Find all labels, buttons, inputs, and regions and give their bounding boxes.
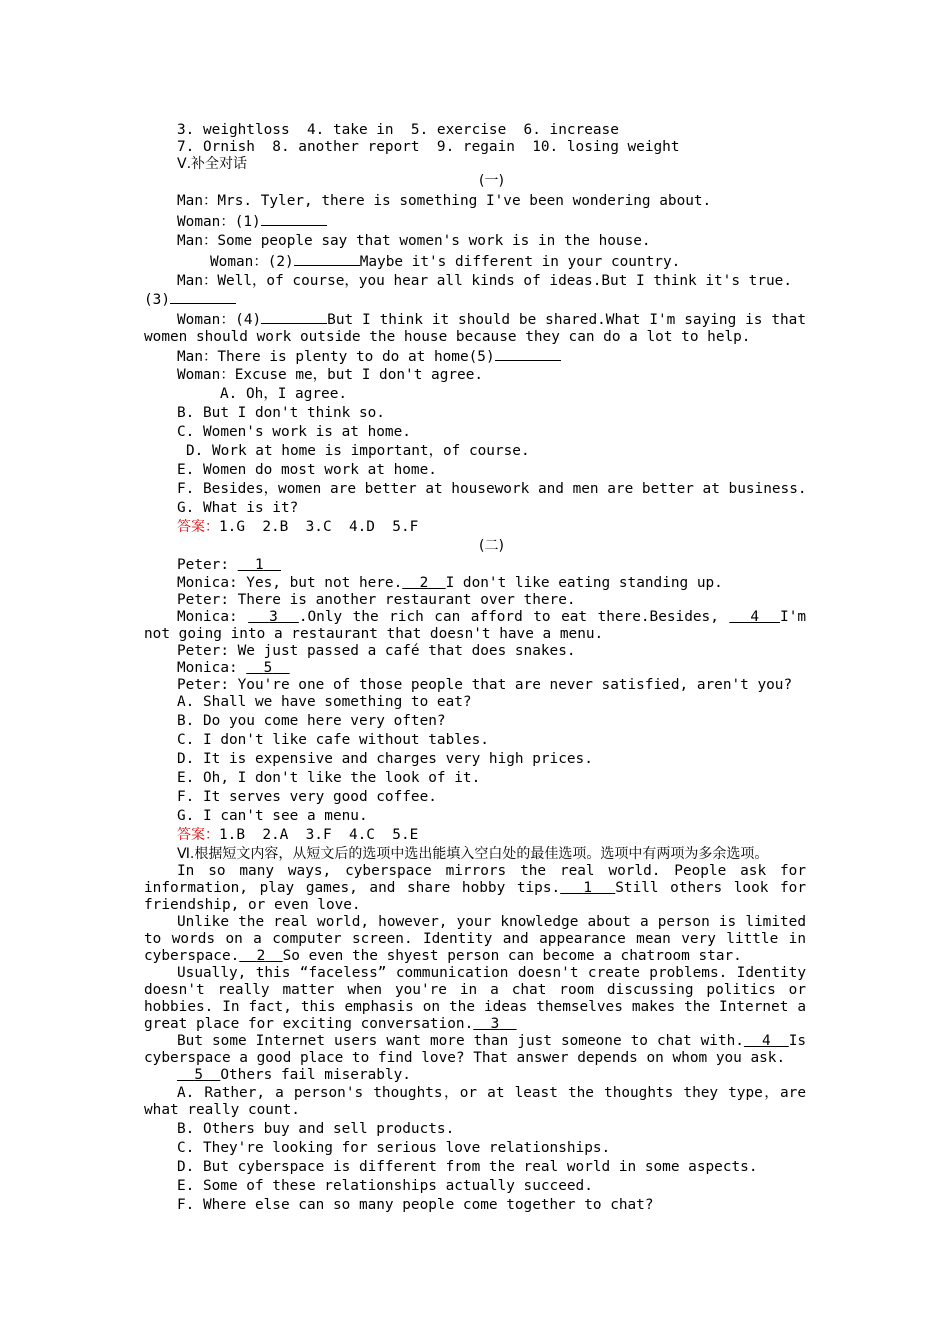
vocab-answers-line-1: 3. weightloss 4. take in 5. exercise 6. increase (177, 122, 619, 138)
blank-num-5: 5 (263, 660, 273, 676)
part-1-answers: 答案：1.G 2.B 3.C 4.D 5.F (177, 519, 419, 535)
dialogue-1-line-5: Man：Well，of course，you hear all kinds of ideas.But I think it's true. (177, 273, 792, 289)
dialogue-2-line-2: Monica: Yes, but not here. 2 I don't like eating standing up. (177, 575, 723, 591)
dialogue-1-line-6: Woman：(4) But I think it should be shared.What I'm saying is that women should work outside the house because they can do a lot to help. (144, 312, 807, 345)
passage-option-f: F. Where else can so many people come together to chat? (177, 1197, 654, 1213)
dialogue-1-line-8: Woman：Excuse me，but I don't agree. (177, 367, 484, 383)
part-2-answers: 答案：1.B 2.A 3.F 4.C 5.E (177, 827, 419, 843)
blank-1 (261, 212, 327, 226)
part-2-option-g: G. I can't see a menu. (177, 808, 368, 824)
dialogue-1-line-5b: (3) (144, 290, 806, 309)
dialogue-1-line-2: Woman：(1) (144, 212, 806, 231)
passage-option-a: A. Rather, a person's thoughts，or at least the thoughts they type，are what really count. (144, 1085, 806, 1118)
part-1-label: (一) (479, 173, 504, 189)
passage-blank-2: 2 (256, 948, 266, 964)
passage-option-e: E. Some of these relationships actually succeed. (177, 1178, 593, 1194)
blank-num-1: 1 (254, 557, 264, 573)
part-1-option-g: G. What is it? (177, 500, 299, 516)
answer-label: 答案： (177, 827, 219, 843)
dialogue-2-line-6: Monica: 5 (144, 660, 806, 677)
part-1-option-f: F. Besides，women are better at housework and men are better at business. (177, 481, 807, 497)
passage-option-c: C. They're looking for serious love relationships. (177, 1140, 611, 1156)
passage-option-b: B. Others buy and sell products. (177, 1121, 455, 1137)
blank-4 (261, 310, 327, 324)
part-1-option-d: D. Work at home is important，of course. (186, 443, 530, 459)
vocab-answers-line-2: 7. Ornish 8. another report 9. regain 10. losing weight (177, 139, 680, 155)
blank-2 (294, 252, 360, 266)
part-2-option-d: D. It is expensive and charges very high prices. (177, 751, 593, 767)
blank-5 (495, 347, 561, 361)
document-page (144, 122, 806, 1214)
blank-3 (170, 290, 236, 304)
section-5-heading: Ⅴ.补全对话 (177, 156, 248, 172)
dialogue-1-line-7: Man：There is plenty to do at home(5) (144, 347, 806, 366)
blank-num-2: 2 (419, 575, 429, 591)
part-1-option-e: E. Women do most work at home. (177, 462, 437, 478)
passage-option-d: D. But cyberspace is different from the real world in some aspects. (177, 1159, 758, 1175)
part-2-option-a: A. Shall we have something to eat? (177, 694, 472, 710)
dialogue-2-line-4: Monica: 3 .Only the rich can afford to eat there.Besides, 4 I'm not going into a restaurant that doesn't have a menu. (144, 609, 807, 642)
dialogue-2-line-3: Peter: There is another restaurant over there. (177, 592, 576, 608)
passage-blank-1: 1 (583, 880, 593, 896)
passage-blank-5: 5 (194, 1067, 203, 1083)
dialogue-2-line-1: Peter: 1 (144, 557, 806, 574)
passage-paragraph-3: Usually, this “faceless” communication doesn't create problems. Identity doesn't really matter when you're in a chat room discussing politics or hobbies. In fact, this emphasis on the ideas themselves makes the Internet a great place for exciting conversation. 3 (144, 965, 806, 1032)
passage-blank-4: 4 (762, 1033, 771, 1049)
dialogue-2-line-7: Peter: You're one of those people that are never satisfied, aren't you? (177, 677, 793, 693)
part-2-label: (二) (479, 538, 504, 554)
passage-paragraph-1: In so many ways, cyberspace mirrors the real world. People ask for information, play games, and share hobby tips. 1 Still others look for friendship, or even love. (144, 863, 807, 913)
part-2-option-c: C. I don't like cafe without tables. (177, 732, 489, 748)
passage-paragraph-2: Unlike the real world, however, your knowledge about a person is limited to words on a computer screen. Identity and appearance mean very little in cyberspace. 2 So even the shyest person can become a chatroom star. (144, 914, 806, 964)
part-1-option-c: C. Women's work is at home. (177, 424, 411, 440)
passage-blank-3: 3 (490, 1016, 500, 1032)
part-2-option-b: B. Do you come here very often? (177, 713, 446, 729)
passage-paragraph-4: But some Internet users want more than just someone to chat with. 4 Is cyberspace a good place to find love? That answer depends on whom you ask. (144, 1033, 807, 1066)
blank-num-3: 3 (269, 609, 278, 625)
dialogue-1-line-4: Woman：(2) Maybe it's different in your country. (210, 254, 681, 270)
dialogue-1-line-1: Man：Mrs. Tyler, there is something I've been wondering about. (177, 193, 712, 209)
blank-num-4: 4 (750, 609, 760, 625)
dialogue-2-line-5: Peter: We just passed a café that does snakes. (177, 643, 576, 659)
part-1-option-a: A. Oh，I agree. (220, 386, 348, 402)
part-2-option-f: F. It serves very good coffee. (177, 789, 437, 805)
part-2-option-e: E. Oh, I don't like the look of it. (177, 770, 481, 786)
passage-paragraph-5: 5 Others fail miserably. (144, 1067, 806, 1084)
section-6-heading: Ⅵ.根据短文内容，从短文后的选项中选出能填入空白处的最佳选项。选项中有两项为多余选项。 (177, 846, 769, 862)
part-1-option-b: B. But I don't think so. (177, 405, 385, 421)
dialogue-1-line-3: Man：Some people say that women's work is in the house. (177, 233, 651, 249)
answer-label: 答案： (177, 519, 219, 535)
